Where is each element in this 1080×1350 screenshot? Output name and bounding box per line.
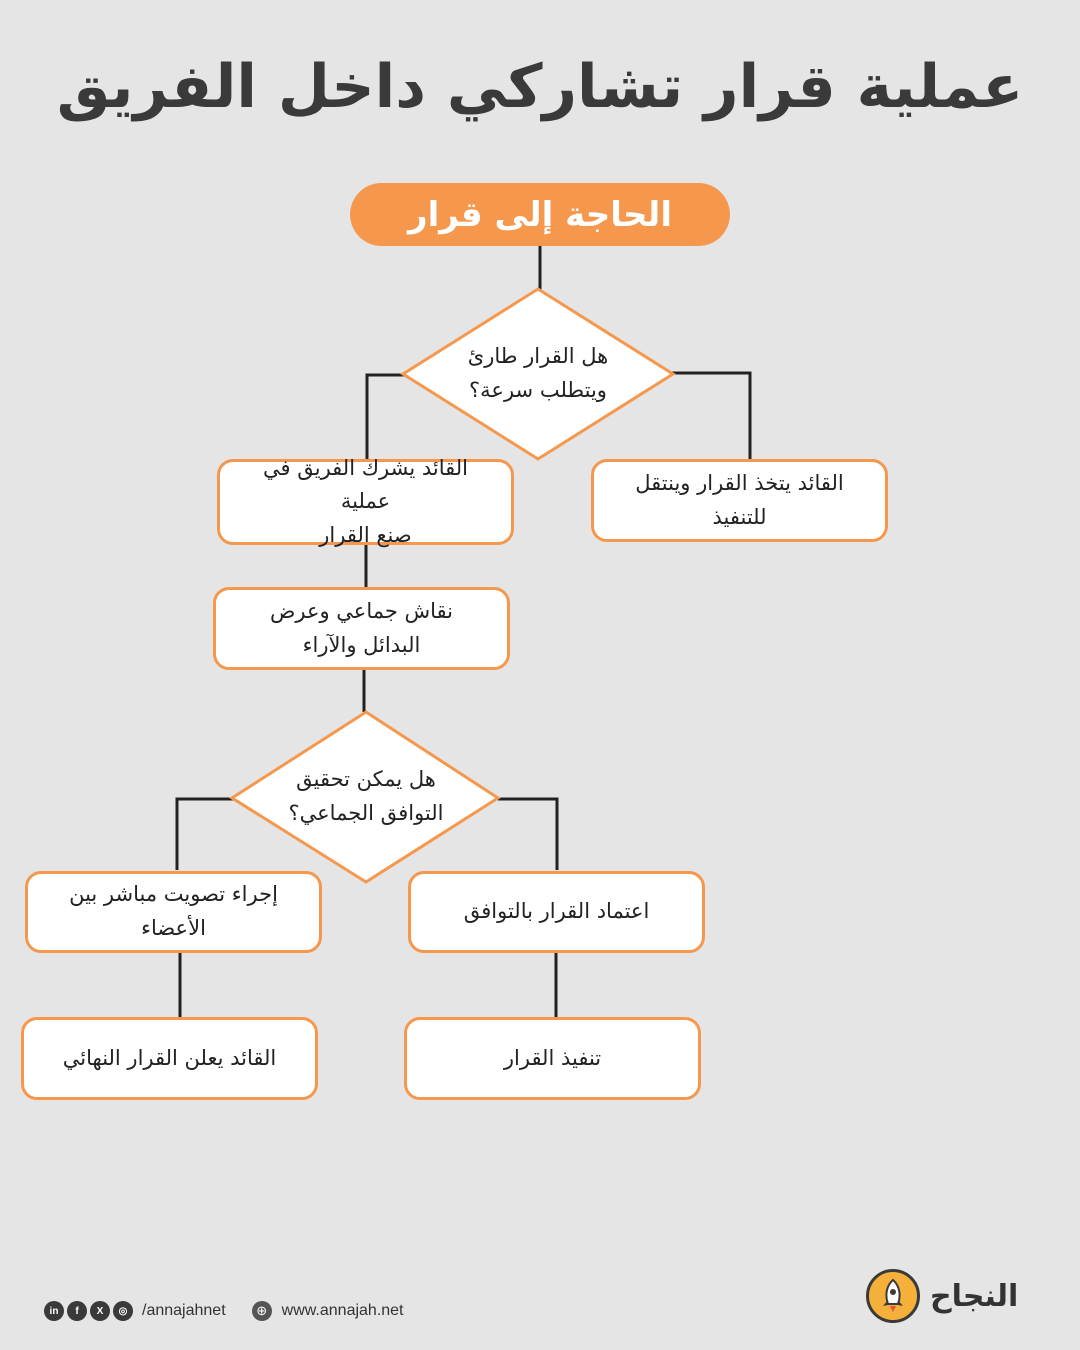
- vote-line2: الأعضاء: [141, 916, 206, 940]
- page-title: عملية قرار تشاركي داخل الفريق: [56, 52, 1024, 122]
- decision2-line1: هل يمكن تحقيق: [296, 767, 436, 792]
- instagram-icon[interactable]: ◎: [113, 1301, 133, 1321]
- connector-decision1-involve: [367, 375, 405, 460]
- leader-decides-line1: القائد يتخذ القرار وينتقل: [635, 470, 844, 495]
- vote-line1: إجراء تصويت مباشر بين: [69, 882, 278, 907]
- vote-box: [25, 871, 322, 953]
- connector-decision2-vote: [177, 799, 233, 870]
- decision1-line2: ويتطلب سرعة؟: [469, 378, 607, 402]
- brand-logo: [866, 1256, 1018, 1336]
- social-handle[interactable]: /annajahnet: [142, 1302, 226, 1319]
- start-node: الحاجة إلى قرار: [350, 183, 730, 246]
- discussion-line1: نقاش جماعي وعرض: [269, 598, 454, 623]
- leader-decides-line2: للتنفيذ: [712, 504, 767, 529]
- decision1-text: [423, 334, 653, 414]
- globe-icon: ⊕: [252, 1301, 272, 1321]
- footer-links: [44, 1296, 404, 1326]
- rocket-icon: [866, 1269, 920, 1323]
- decision2-line2: التوافق الجماعي؟: [288, 801, 444, 825]
- connector-decision2-consensus: [498, 799, 557, 870]
- leader-involves-team-box: [217, 455, 514, 547]
- connector-decision1-decide: [672, 373, 750, 460]
- brand-name: النجاح: [930, 1278, 1019, 1314]
- decision2-text: [256, 757, 476, 837]
- linkedin-icon[interactable]: in: [44, 1301, 64, 1321]
- facebook-icon[interactable]: f: [67, 1301, 87, 1321]
- consensus-box: اعتماد القرار بالتوافق: [408, 871, 705, 953]
- execute-box: تنفيذ القرار: [404, 1017, 701, 1100]
- leader-announces-box: القائد يعلن القرار النهائي: [21, 1017, 318, 1100]
- decision1-line1: هل القرار طارئ: [467, 344, 609, 369]
- leader-involves-line1: القائد يشرك الفريق في عملية: [263, 455, 468, 514]
- leader-decides-box: [591, 459, 888, 542]
- leader-involves-line2: صنع القرار: [319, 522, 412, 547]
- discussion-line2: البدائل والآراء: [302, 632, 421, 657]
- website-link[interactable]: www.annajah.net: [281, 1302, 404, 1319]
- x-icon[interactable]: X: [90, 1301, 110, 1321]
- discussion-box: [213, 587, 510, 670]
